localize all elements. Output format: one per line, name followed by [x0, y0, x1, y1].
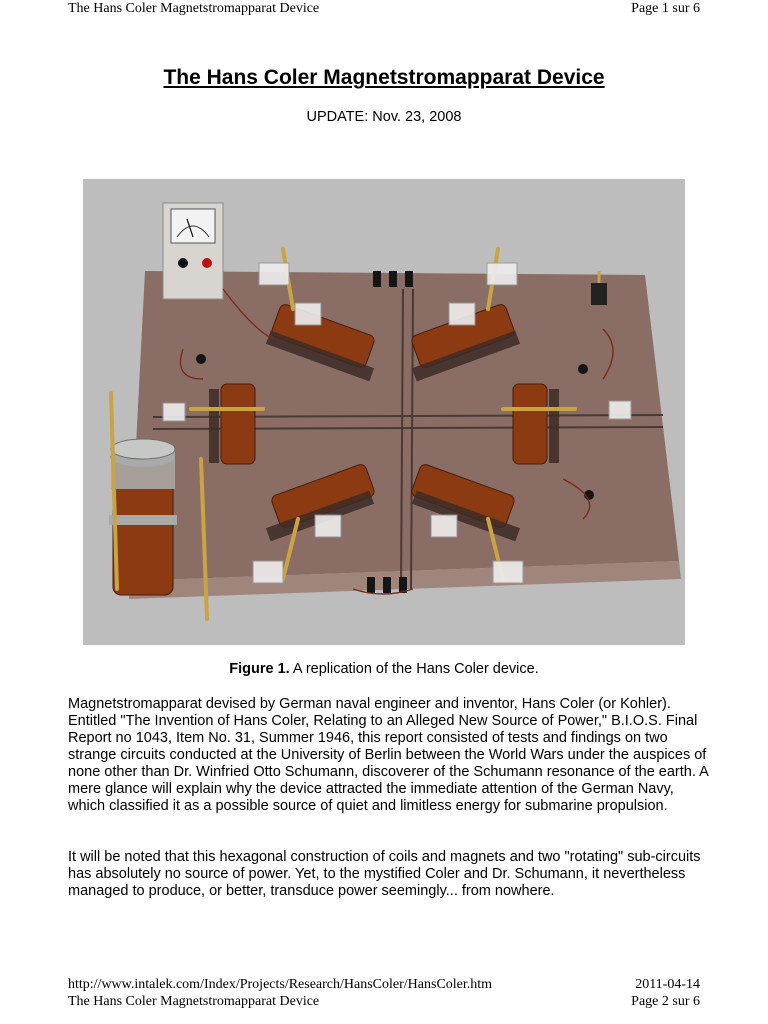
next-page-header: [68, 994, 700, 1010]
device-illustration: [83, 179, 685, 645]
update-date: UPDATE: Nov. 23, 2008: [306, 109, 462, 125]
figure-caption-text: A replication of the Hans Coler device.: [289, 661, 539, 677]
running-header: [68, 1, 700, 17]
header-title: The Hans Coler Magnetstromapparat Device: [68, 1, 320, 16]
next-header-title: The Hans Coler Magnetstromapparat Device: [68, 994, 320, 1009]
next-header-page-number: Page 2 sur 6: [631, 994, 700, 1009]
source-url[interactable]: http://www.intalek.com/Index/Projects/Research/HansColer/HansColer.htm: [68, 977, 493, 992]
figure-caption-label: Figure 1.: [229, 661, 290, 677]
device-photo: [83, 179, 685, 645]
figure-caption: [0, 661, 768, 677]
running-footer: [68, 977, 700, 993]
body-paragraph-1: Magnetstromapparat devised by German naval engineer and inventor, Hans Coler (or Kohler). Entitled "The Invention of Hans Coler, Relating to an Alleged New Source of Power," B.I.O.S. Final Report no 1043, Item No. 31, Summer 1946, this report consisted of tests and findings on two strange circuits conducted at the University of Berlin between the World Wars under the auspices of none other than Dr. Winfried Otto Schumann, discoverer of the Schumann resonance of the earth. A mere glance will explain why the device attracted the immediate attention of the German Navy, which classified it as a possible source of quiet and limitless energy for submarine propulsion.: [68, 696, 708, 814]
body-paragraph-2: It will be noted that this hexagonal construction of coils and magnets and two "rotating" sub-circuits has absolutely no source of power. Yet, to the mystified Coler and Dr. Schumann, it nevertheless managed to produce, or better, transduce power seemingly... from nowhere.: [68, 849, 701, 899]
page-title: The Hans Coler Magnetstromapparat Device: [163, 66, 605, 89]
header-page-number: Page 1 sur 6: [631, 1, 700, 16]
print-date: 2011-04-14: [635, 977, 700, 992]
